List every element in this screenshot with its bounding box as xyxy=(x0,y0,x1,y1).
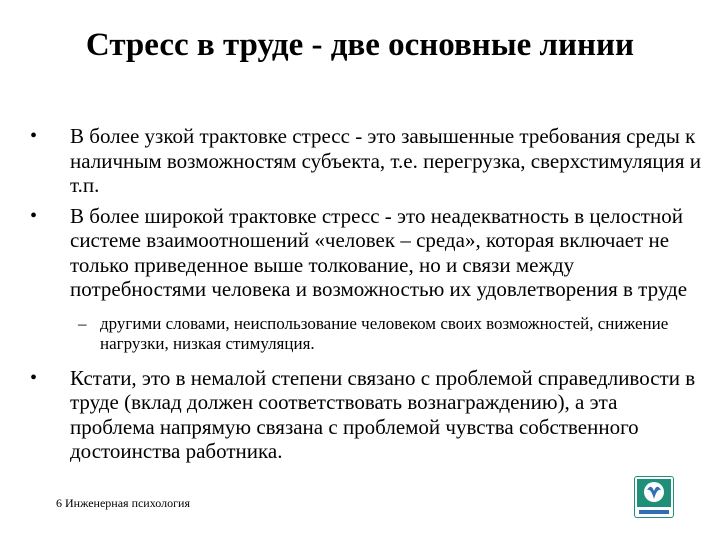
slide-title: Стресс в труде - две основные линии xyxy=(85,27,635,63)
bullet-text: В более узкой трактовке стресс - это завышенные требования среды к наличным возможностям субъекта, т.е. перегрузка, сверхстимуляция и т.п. xyxy=(70,124,702,197)
bullet-marker: • xyxy=(30,366,38,389)
sub-bullet-item xyxy=(70,314,703,354)
slide-content xyxy=(28,124,703,464)
sub-bullet-text: другими словами, неиспользование человеком своих возможностей, снижение нагрузки, низкая стимуляция. xyxy=(100,313,669,353)
bullet-marker: • xyxy=(30,125,38,147)
bullet-item-1 xyxy=(28,124,703,198)
bullet-item-2 xyxy=(28,204,703,302)
slide-footer: 6 Инженерная психология xyxy=(56,496,190,510)
university-logo xyxy=(634,476,674,518)
logo-emblem-icon xyxy=(635,477,673,517)
bullet-text: Кстати, это в немалой степени связано с проблемой справедливости в труде (вклад должен соответствовать вознаграждению), а эта проблема напрямую связана с проблемой чувства собственного достоинства работника. xyxy=(70,365,696,463)
sub-bullet-marker: – xyxy=(78,313,87,333)
bullet-marker: • xyxy=(30,204,38,227)
bullet-text: В более широкой трактовке стресс - это неадекватность в целостной системе взаимоотношений «человек – среда», которая включает не только приведенное выше толкование, но и связи между потребностями человека и возможностью их удовлетворения в труде xyxy=(70,203,688,301)
bullet-item-3 xyxy=(28,366,703,464)
